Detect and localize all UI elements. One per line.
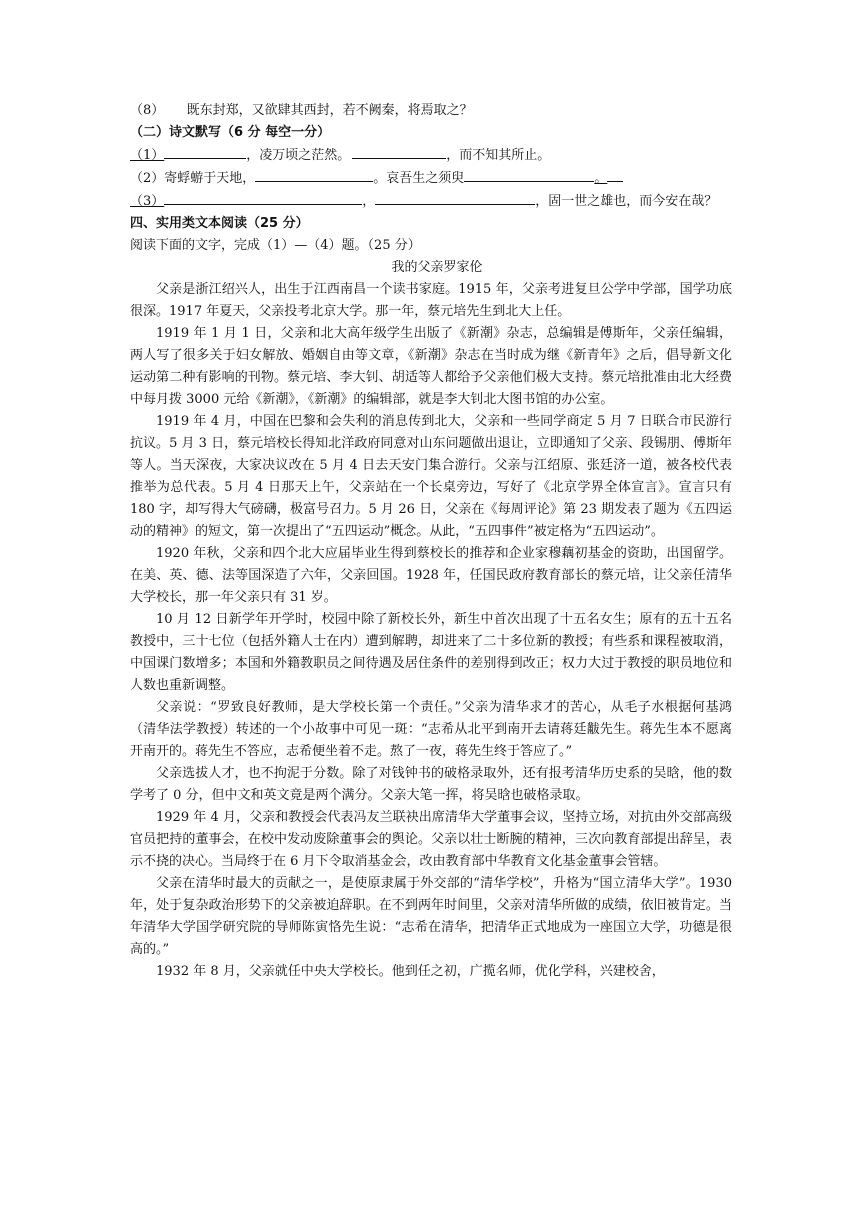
blank-3a[interactable] xyxy=(164,190,362,205)
item-2-number: （2） xyxy=(130,171,165,186)
blank-2b[interactable] xyxy=(464,167,594,182)
question-8-text: 既东封郑，又欲肆其西封，若不阙秦，将焉取之？ xyxy=(186,103,473,118)
item-3-text-a: ， xyxy=(362,194,376,209)
item-1-text-b: ，而不知其所止。 xyxy=(446,148,551,163)
blank-1a[interactable] xyxy=(164,144,246,159)
item-2-text-c: 。 xyxy=(594,171,608,186)
article-paragraph-6: 父亲说：“罗致良好教师，是大学校长第一个责任。”父亲为清华求才的苦心，从毛子水根据何基鸿（清华法学教授）转述的一个小故事中可见一斑：“志希从北平到南开去请蒋廷黻先生。蒋先生本不愿离开南开的。蒋先生不答应，志希便坐着不走。熬了一夜，蒋先生终于答应了。” xyxy=(130,700,732,759)
item-1-text-a: ，凌万顷之茫然。 xyxy=(246,148,351,163)
recitation-item-1 xyxy=(130,144,732,167)
item-2-text-a: 寄蜉蝣于天地， xyxy=(164,171,256,186)
recitation-item-2 xyxy=(130,167,732,190)
recitation-item-3 xyxy=(130,190,732,213)
article-paragraph-1: 父亲是浙江绍兴人，出生于江西南昌一个读书家庭。1915 年，父亲考进复旦公学中学部，国学功底很深。1917 年夏天，父亲投考北京大学。那一年，蔡元培先生到北大上任。 xyxy=(130,282,732,319)
article-paragraph-8: 1929 年 4 月，父亲和教授会代表冯友兰联袂出席清华大学董事会议，坚持立场，对抗由外交部高级官员把持的董事会，在校中发动废除董事会的舆论。父亲以壮士断腕的精神，三次向教育部提出辞呈，表示不挠的决心。当局终于在 6 月下令取消基金会，改由教育部中华教育文化基金董事会管辖。 xyxy=(130,810,732,869)
article-paragraph-9: 父亲在清华时最大的贡献之一，是使原隶属于外交部的“清华学校”，升格为“国立清华大学”。1930 年，处于复杂政治形势下的父亲被迫辞职。在不到两年时间里，父亲对清华所做的成绩，依旧被肯定。当年清华大学国学研究院的导师陈寅恪先生说：“志希在清华，把清华正式地成为一座国立大学，功德是很高的。” xyxy=(130,876,732,957)
article-paragraph-10: 1932 年 8 月，父亲就任中央大学校长。他到任之初，广揽名师，优化学科，兴建校舍， xyxy=(156,964,665,979)
article-paragraph-2: 1919 年 1 月 1 日，父亲和北大高年级学生出版了《新潮》杂志，总编辑是傅斯年，父亲任编辑，两人写了很多关于妇女解放、婚姻自由等文章，《新潮》杂志在当时成为继《新青年》之后，倡导新文化运动第二种有影响的刊物。蔡元培、李大钊、胡适等人都给予父亲他们极大支持。蔡元培批准由北大经费中每月拨 3000 元给《新潮》，《新潮》的编辑部，就是李大钊北大图书馆的办公室。 xyxy=(130,326,732,407)
section-2-heading: （二）诗文默写（6 分 每空一分） xyxy=(130,125,331,140)
article-paragraph-4: 1920 年秋，父亲和四个北大应届毕业生得到蔡校长的推荐和企业家穆藕初基金的资助，出国留学。在美、英、德、法等国深造了六年，父亲回国。1928 年，任国民政府教育部长的蔡元培，让父亲任清华大学校长，那一年父亲只有 31 岁。 xyxy=(130,546,732,605)
section-4-heading: 四、实用类文本阅读（25 分） xyxy=(130,216,309,231)
exam-page xyxy=(130,100,732,983)
article-title: 我的父亲罗家伦 xyxy=(391,260,483,275)
blank-2a[interactable] xyxy=(255,167,373,182)
article-paragraph-5: 10 月 12 日新学年开学时，校园中除了新校长外，新生中首次出现了十五名女生；原有的五十五名教授中，三十七位（包括外籍人士在内）遭到解聘，却进来了二十多位新的教授；有些系和课程被取消，中国课门数增多；本国和外籍教职员之间待遇及居住条件的差别得到改正；权力大过于教授的职员地位和人数也重新调整。 xyxy=(130,612,732,693)
item-3-number: （3） xyxy=(130,194,165,209)
blank-1b[interactable] xyxy=(352,144,446,159)
item-2-text-b: 。哀吾生之须臾 xyxy=(373,171,465,186)
section-4-instruction: 阅读下面的文字，完成（1）—（4）题。（25 分） xyxy=(130,238,421,253)
blank-2c-tail xyxy=(607,167,623,182)
question-8 xyxy=(130,100,732,122)
question-8-number: （8） xyxy=(130,103,165,118)
article-paragraph-3: 1919 年 4 月，中国在巴黎和会失利的消息传到北大，父亲和一些同学商定 5 月 7 日联合市民游行抗议。5 月 3 日，蔡元培校长得知北洋政府同意对山东问题做出退让，立即通知了父亲、段锡朋、傅斯年等人。当天深夜，大家决议改在 5 月 4 日去天安门集合游行。父亲与江绍原、张廷济一道，被各校代表推举为总代表。5 月 4 日那天上午，父亲站在一个长桌旁边，写好了《北京学界全体宣言》。宣言只有 180 字，却写得大气磅礴，极富号召力。5 月 26 日，父亲在《每周评论》第 23 期发表了题为《五四运动的精神》的短文，第一次提出了“五四运动”概念。从此，“五四事件”被定格为“五四运动”。 xyxy=(130,414,732,539)
item-3-text-b: ，固一世之雄也，而今安在哉？ xyxy=(535,194,718,209)
blank-3b[interactable] xyxy=(375,190,535,205)
article-paragraph-7: 父亲选拔人才，也不拘泥于分数。除了对钱钟书的破格录取外，还有报考清华历史系的吴晗，他的数学考了 0 分，但中文和英文竟是两个满分。父亲大笔一挥，将吴晗也破格录取。 xyxy=(130,766,732,803)
item-1-number: （1） xyxy=(130,148,165,163)
